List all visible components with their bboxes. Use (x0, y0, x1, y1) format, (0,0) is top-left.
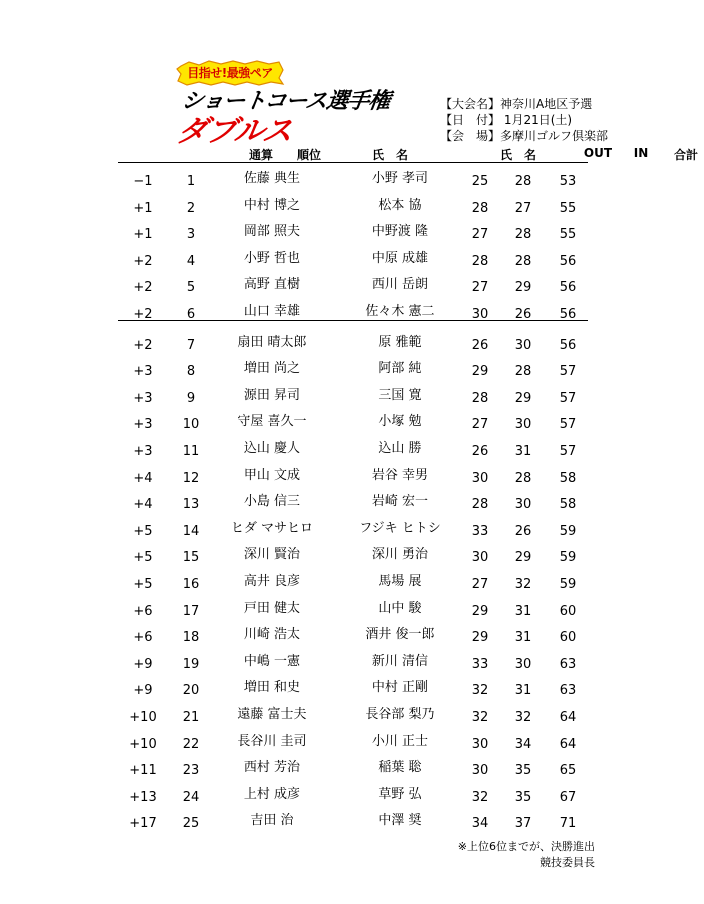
table-row (0, 703, 640, 730)
header-total: 通算 (248, 148, 273, 162)
row-sum: 60 (559, 603, 577, 619)
row-player1: 佐藤 典生 (243, 171, 301, 186)
row-player2: 中村 正剛 (371, 680, 429, 696)
row-in: 37 (514, 816, 532, 832)
row-player2: 岩谷 幸男 (371, 467, 429, 483)
row-total: +2 (133, 337, 153, 353)
row-rank: 12 (182, 470, 200, 486)
row-player2: 中野渡 隆 (371, 224, 429, 240)
row-total: +11 (129, 763, 157, 779)
table-row (0, 167, 640, 194)
row-rank: 23 (182, 763, 200, 779)
row-in: 29 (514, 280, 532, 296)
row-total: +5 (133, 523, 153, 539)
row-out: 32 (471, 789, 489, 805)
row-player1: 増田 和史 (243, 680, 301, 696)
row-player1: 長谷川 圭司 (237, 733, 307, 749)
row-out: 32 (471, 710, 489, 725)
row-sum: 65 (559, 763, 577, 779)
row-out: 27 (471, 280, 489, 296)
row-player2: フジキ ヒトシ (359, 520, 441, 536)
row-player2: 三国 寛 (378, 387, 422, 403)
row-player1: 中村 博之 (243, 197, 301, 213)
row-player2: 小川 正士 (371, 733, 429, 749)
row-player1: 高野 直樹 (243, 277, 301, 293)
table-row (0, 676, 640, 703)
table-row (0, 247, 640, 274)
row-player2: 草野 弘 (378, 786, 422, 802)
row-out: 29 (471, 364, 489, 380)
row-player1: 中嶋 一憲 (243, 653, 301, 669)
table-row (0, 437, 640, 464)
row-rank: 8 (186, 364, 196, 380)
row-sum: 59 (559, 550, 577, 566)
row-player2: 馬場 展 (378, 574, 422, 589)
row-out: 29 (471, 603, 489, 619)
row-in: 35 (514, 763, 532, 779)
row-out: 28 (471, 200, 489, 216)
header-sum: 合計 (673, 148, 698, 162)
table-row (0, 623, 640, 650)
row-sum: 63 (559, 656, 577, 672)
row-in: 31 (514, 444, 532, 459)
row-player2: 小塚 勉 (378, 414, 422, 430)
row-out: 33 (471, 656, 489, 672)
header-out: OUT (583, 146, 613, 160)
row-total: +13 (129, 789, 157, 805)
row-player2: 松本 協 (378, 197, 422, 213)
row-player1: 川崎 浩太 (243, 627, 301, 643)
row-out: 29 (471, 630, 489, 646)
row-out: 30 (471, 763, 489, 779)
row-total: +6 (133, 603, 153, 619)
row-total: +3 (133, 444, 153, 459)
row-sum: 56 (559, 307, 577, 322)
row-sum: 64 (559, 736, 577, 752)
row-player1: 西村 芳治 (243, 760, 301, 776)
row-player2: 佐々木 憲二 (365, 304, 435, 319)
banner-text: 目指せ!最強ペア (187, 66, 273, 80)
row-rank: 4 (186, 253, 196, 269)
table-row (0, 384, 640, 411)
row-rank: 16 (182, 577, 200, 592)
event-subtitle: ダブルス (175, 114, 294, 149)
row-in: 30 (514, 337, 532, 353)
row-out: 32 (471, 683, 489, 699)
row-sum: 56 (559, 253, 577, 269)
results-table-header (118, 144, 698, 163)
row-out: 30 (471, 307, 489, 322)
row-total: +3 (133, 390, 153, 406)
table-row (0, 194, 640, 221)
row-out: 30 (471, 470, 489, 486)
row-in: 30 (514, 417, 532, 433)
table-row (0, 756, 640, 783)
row-player1: 吉田 治 (250, 813, 294, 829)
event-venue: 【会 場】多摩川ゴルフ倶楽部 (440, 129, 609, 143)
row-player2: 深川 勇治 (371, 547, 429, 563)
row-in: 34 (514, 736, 532, 752)
table-row (0, 809, 640, 836)
row-sum: 57 (559, 390, 577, 406)
row-in: 28 (514, 364, 532, 380)
row-rank: 3 (186, 227, 196, 243)
row-rank: 11 (182, 444, 200, 459)
row-player1: 扇田 晴太郎 (237, 334, 307, 350)
tournament-name: 【大会名】神奈川A地区予選 (440, 97, 593, 111)
row-rank: 10 (182, 417, 200, 433)
row-total: +5 (133, 550, 153, 566)
row-out: 28 (471, 253, 489, 269)
row-in: 32 (514, 710, 532, 725)
row-sum: 56 (559, 337, 577, 353)
table-row (0, 730, 640, 757)
event-info (440, 96, 608, 144)
row-total: +9 (133, 683, 153, 699)
table-row (0, 597, 640, 624)
row-player2: 稲葉 聡 (378, 760, 422, 776)
row-in: 28 (514, 253, 532, 269)
row-in: 28 (514, 174, 532, 189)
row-rank: 25 (182, 816, 200, 832)
row-total: +3 (133, 417, 153, 433)
table-row (0, 331, 640, 358)
row-out: 30 (471, 550, 489, 566)
slogan-banner (175, 60, 285, 86)
row-out: 25 (471, 174, 489, 189)
row-out: 28 (471, 390, 489, 406)
row-sum: 59 (559, 577, 577, 592)
row-player1: 高井 良彦 (243, 574, 301, 589)
row-rank: 1 (186, 174, 196, 189)
row-in: 29 (514, 390, 532, 406)
row-out: 26 (471, 444, 489, 459)
row-in: 26 (514, 307, 532, 322)
table-row (0, 220, 640, 247)
row-total: +9 (133, 656, 153, 672)
table-row (0, 570, 640, 597)
table-row (0, 357, 640, 384)
row-rank: 9 (186, 390, 196, 406)
row-player2: 長谷部 梨乃 (365, 707, 435, 722)
row-out: 26 (471, 337, 489, 353)
row-player1: 遠藤 富士夫 (237, 707, 307, 722)
row-total: +2 (133, 307, 153, 322)
row-total: +10 (129, 710, 157, 725)
row-player1: 山口 幸雄 (243, 304, 301, 319)
row-player2: 山中 駿 (378, 600, 422, 616)
row-in: 31 (514, 603, 532, 619)
header-rank: 順位 (296, 148, 321, 162)
row-out: 28 (471, 497, 489, 513)
header-name2: 氏 名 (499, 148, 536, 162)
row-rank: 15 (182, 550, 200, 566)
row-rank: 20 (182, 683, 200, 699)
event-date: 【日 付】 1月21日(土) (440, 113, 573, 127)
row-sum: 71 (559, 816, 577, 832)
row-rank: 19 (182, 656, 200, 672)
signature: 競技委員長 (540, 856, 595, 869)
row-sum: 64 (559, 710, 577, 725)
row-player1: 源田 昇司 (243, 387, 301, 403)
row-total: +4 (133, 470, 153, 486)
row-player2: 新川 清信 (371, 653, 429, 669)
row-rank: 22 (182, 736, 200, 752)
row-player1: 小島 信三 (243, 494, 301, 510)
row-rank: 6 (186, 307, 196, 322)
row-sum: 63 (559, 683, 577, 699)
row-rank: 18 (182, 630, 200, 646)
row-out: 30 (471, 736, 489, 752)
row-sum: 60 (559, 630, 577, 646)
row-in: 35 (514, 789, 532, 805)
row-out: 33 (471, 523, 489, 539)
table-row (0, 464, 640, 491)
qualification-note: ※上位6位までが、決勝進出 (457, 840, 595, 853)
table-row (0, 490, 640, 517)
row-rank: 7 (186, 337, 196, 353)
row-in: 31 (514, 630, 532, 646)
row-sum: 53 (559, 174, 577, 189)
table-row (0, 273, 640, 300)
header-name1: 氏 名 (371, 148, 408, 162)
table-row (0, 410, 640, 437)
row-player1: 甲山 文成 (243, 467, 301, 483)
row-in: 27 (514, 200, 532, 216)
row-sum: 59 (559, 523, 577, 539)
row-sum: 58 (559, 497, 577, 513)
row-total: +3 (133, 364, 153, 380)
row-player1: 増田 尚之 (243, 361, 301, 377)
row-rank: 5 (186, 280, 196, 296)
row-sum: 67 (559, 789, 577, 805)
row-in: 28 (514, 470, 532, 486)
row-rank: 13 (182, 497, 200, 513)
row-player1: 戸田 健太 (243, 600, 301, 616)
row-player2: 込山 勝 (378, 441, 422, 456)
row-player2: 中原 成雄 (371, 250, 429, 266)
row-rank: 14 (182, 523, 200, 539)
row-total: +5 (133, 577, 153, 592)
row-out: 27 (471, 227, 489, 243)
row-total: −1 (133, 174, 153, 189)
row-player2: 酒井 俊一郎 (365, 627, 435, 643)
row-in: 31 (514, 683, 532, 699)
row-rank: 17 (182, 603, 200, 619)
row-in: 26 (514, 523, 532, 539)
row-out: 27 (471, 577, 489, 592)
table-row (0, 650, 640, 677)
row-in: 30 (514, 656, 532, 672)
row-sum: 56 (559, 280, 577, 296)
row-out: 34 (471, 816, 489, 832)
header-in: IN (633, 146, 649, 160)
row-total: +1 (133, 227, 153, 243)
row-player2: 小野 孝司 (371, 171, 429, 186)
row-in: 29 (514, 550, 532, 566)
row-rank: 2 (186, 200, 196, 216)
row-player2: 西川 岳朗 (371, 277, 429, 293)
row-player1: 上村 成彦 (243, 786, 301, 802)
row-sum: 57 (559, 444, 577, 459)
row-sum: 57 (559, 417, 577, 433)
row-in: 28 (514, 227, 532, 243)
row-player1: ヒダ マサヒロ (230, 520, 314, 536)
row-player1: 深川 賢治 (243, 547, 301, 563)
table-row (0, 300, 640, 327)
row-total: +6 (133, 630, 153, 646)
row-in: 32 (514, 577, 532, 592)
row-player2: 原 雅範 (378, 334, 422, 350)
row-total: +10 (129, 736, 157, 752)
row-total: +2 (133, 280, 153, 296)
row-in: 30 (514, 497, 532, 513)
row-total: +1 (133, 200, 153, 216)
table-row (0, 543, 640, 570)
row-player1: 岡部 照夫 (243, 224, 301, 240)
row-total: +17 (129, 816, 157, 832)
table-row (0, 783, 640, 810)
row-rank: 24 (182, 789, 200, 805)
row-player1: 守屋 喜久一 (237, 414, 307, 430)
row-sum: 57 (559, 364, 577, 380)
row-out: 27 (471, 417, 489, 433)
row-player1: 小野 哲也 (243, 250, 301, 266)
row-player2: 岩崎 宏一 (371, 494, 429, 510)
row-player2: 阿部 純 (378, 361, 422, 377)
table-row (0, 517, 640, 544)
row-total: +4 (133, 497, 153, 513)
event-title: ショートコース選手権 (179, 89, 392, 114)
row-player2: 中澤 奨 (378, 813, 422, 829)
row-sum: 55 (559, 227, 577, 243)
row-player1: 込山 慶人 (243, 441, 301, 456)
row-rank: 21 (182, 710, 200, 725)
row-total: +2 (133, 253, 153, 269)
row-sum: 55 (559, 200, 577, 216)
row-sum: 58 (559, 470, 577, 486)
